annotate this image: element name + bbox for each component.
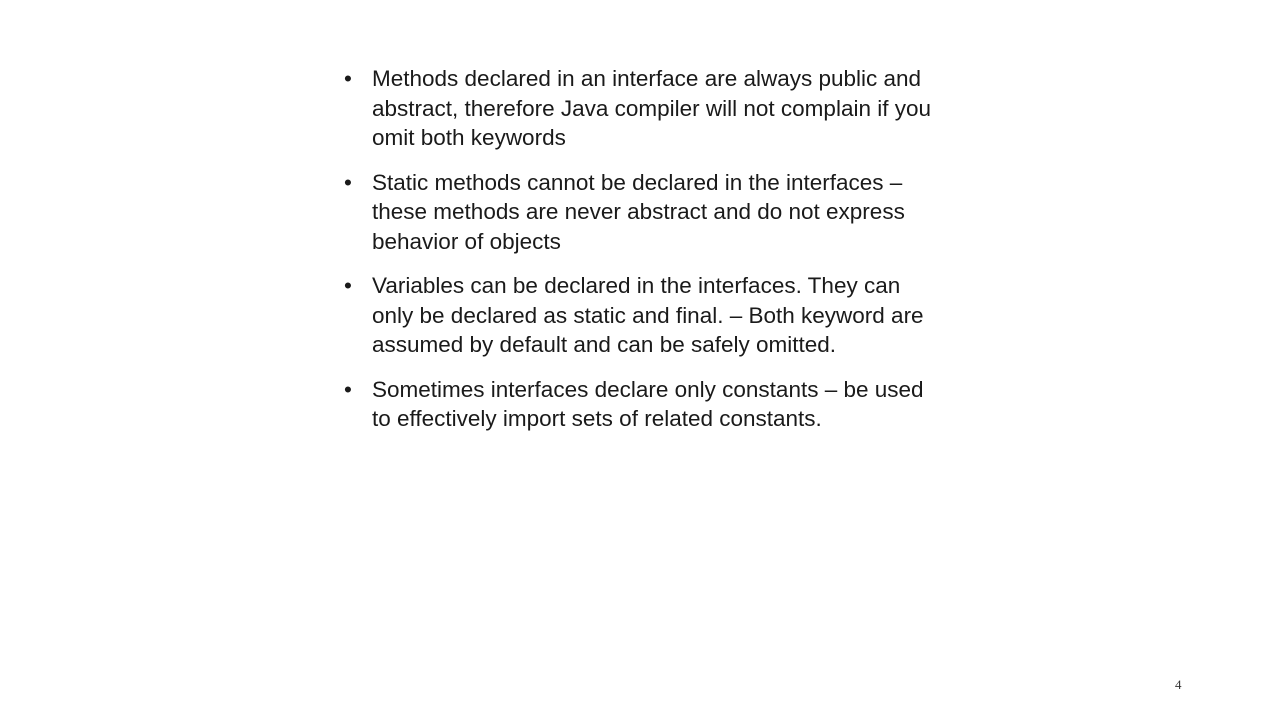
bullet-item <box>344 64 934 153</box>
bullet-text: Variables can be declared in the interfaces. They can only be declared as static and final. – Both keyword are assumed by default and can be safely omitted. <box>372 273 924 357</box>
bullet-item <box>344 168 934 257</box>
bullet-text: Methods declared in an interface are always public and abstract, therefore Java compiler will not complain if you omit both keywords <box>372 66 931 150</box>
bullet-item <box>344 271 934 360</box>
page-number: 4 <box>1175 677 1182 692</box>
bullet-icon: • <box>344 66 352 91</box>
bullet-icon: • <box>344 273 352 298</box>
bullet-icon: • <box>344 376 352 402</box>
bullet-icon: • <box>344 169 352 195</box>
bullet-list <box>344 64 934 449</box>
bullet-text: Static methods cannot be declared in the interfaces – these methods are never abstract and do not express behavior of objects <box>372 169 905 254</box>
bullet-item <box>344 375 934 434</box>
bullet-text: Sometimes interfaces declare only constants – be used to effectively import sets of related constants. <box>372 376 924 431</box>
